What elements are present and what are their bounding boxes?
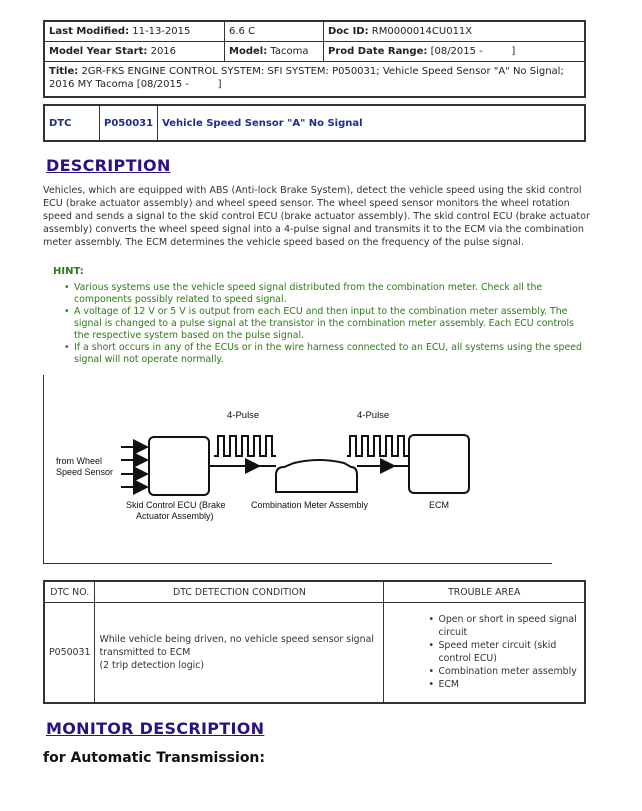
ecm-box <box>409 435 469 493</box>
hint-item: • Various systems use the vehicle speed signal distributed from the combination meter. Check all the components possibly related to speed signal. <box>62 282 582 306</box>
pulse-waveform-2 <box>347 436 408 456</box>
model-year-label: Model Year Start: <box>49 46 148 57</box>
dtc-name: Vehicle Speed Sensor "A" No Signal <box>158 105 585 141</box>
table-row <box>44 603 585 703</box>
pulse-waveform-1 <box>214 436 276 456</box>
version-cell <box>225 21 324 42</box>
hint-item: • If a short occurs in any of the ECUs or in the wire harness connected to an ECU, all systems using the speed signal will not operate normally. <box>62 342 582 366</box>
model-label: Model: <box>229 46 268 57</box>
trouble-area-item: • ECM <box>428 678 580 691</box>
dtc-header-table <box>43 104 586 142</box>
model-year-value: 2016 <box>150 46 177 57</box>
dtc-trouble-table <box>43 580 586 704</box>
row-condition-logic: (2 trip detection logic) <box>99 659 205 671</box>
skid-control-ecu-box <box>149 437 209 495</box>
header-dtc-no: DTC NO. <box>44 581 95 603</box>
model-year-cell <box>44 42 225 62</box>
header-trouble-area: TROUBLE AREA <box>384 581 585 603</box>
row-condition-text: While vehicle being driven, no vehicle speed sensor signal transmitted to ECM <box>99 633 374 658</box>
row-dtc-no: P050031 <box>44 603 95 703</box>
header-detection-condition: DTC DETECTION CONDITION <box>95 581 384 603</box>
pulse-label-1: 4-Pulse <box>227 410 260 421</box>
ecm-label: ECM <box>429 500 449 510</box>
skid-ecu-label-1: Skid Control ECU (Brake <box>126 500 226 510</box>
input-label-1: from Wheel <box>56 456 103 466</box>
speed-signal-diagram <box>43 375 552 564</box>
dtc-code: P050031 <box>100 105 158 141</box>
monitor-description-heading: MONITOR DESCRIPTION <box>46 719 265 738</box>
trouble-area-item: • Open or short in speed signal circuit <box>428 613 580 639</box>
input-label-2: Speed Sensor <box>56 467 114 477</box>
trouble-area-item: • Speed meter circuit (skid control ECU) <box>428 639 580 665</box>
hint-list <box>62 282 582 366</box>
description-text: Vehicles, which are equipped with ABS (Anti-lock Brake System), detect the vehicle speed using the skid control ECU (brake actuator assembly) and wheel speed sensor. The wheel speed sensor monitors the wheel rotation speed and sends a signal to the skid control ECU (brake actuator assembly). The skid control ECU (brake actuator assembly) converts the wheel speed signal into a 4-pulse signal and transmits it to the ECM via the combination meter assembly. The ECM determines the vehicle speed based on the frequency of the pulse signal. <box>43 185 590 248</box>
trouble-area-item: • Combination meter assembly <box>428 665 580 678</box>
title-cell <box>44 62 585 98</box>
last-modified-cell <box>44 21 225 42</box>
prod-date-value: [08/2015 - ] <box>430 46 516 57</box>
doc-id-cell <box>324 21 586 42</box>
document-info-table <box>43 20 586 98</box>
hint-item: • A voltage of 12 V or 5 V is output from each ECU and then input to the combination meter assembly. The signal is changed to a pulse signal at the transistor in the combination meter assembly. Each ECU controls the respective system based on the pulse signal. <box>62 306 582 342</box>
dtc-label: DTC <box>44 105 100 141</box>
combination-meter-shape <box>276 460 357 492</box>
title-label: Title: <box>49 66 79 77</box>
row-detection-condition <box>95 603 384 703</box>
skid-ecu-label-2: Actuator Assembly) <box>136 511 214 521</box>
hint-label: HINT: <box>53 266 84 277</box>
doc-id-value: RM0000014CU011X <box>371 26 473 37</box>
automatic-transmission-heading: for Automatic Transmission: <box>43 750 265 766</box>
last-modified-label: Last Modified: <box>49 26 130 37</box>
description-heading: DESCRIPTION <box>46 156 171 175</box>
last-modified-value: 11-13-2015 <box>132 26 191 37</box>
trouble-area-list <box>424 613 580 691</box>
diagram-svg <box>44 375 552 563</box>
doc-id-label: Doc ID: <box>328 26 369 37</box>
row-trouble-area <box>384 603 585 703</box>
input-arrows <box>121 447 147 487</box>
model-value: Tacoma <box>270 46 309 57</box>
prod-date-cell <box>324 42 586 62</box>
meter-label: Combination Meter Assembly <box>251 500 369 510</box>
version-value: 6.6 C <box>229 26 256 37</box>
title-value: 2GR-FKS ENGINE CONTROL SYSTEM: SFI SYSTEM: P050031; Vehicle Speed Sensor "A" No Signal; 2016 MY Tacoma [08/2015 - ] <box>49 66 568 90</box>
trouble-table-header <box>44 581 585 603</box>
pulse-label-2: 4-Pulse <box>357 410 390 421</box>
model-cell <box>225 42 324 62</box>
prod-date-label: Prod Date Range: <box>328 46 428 57</box>
